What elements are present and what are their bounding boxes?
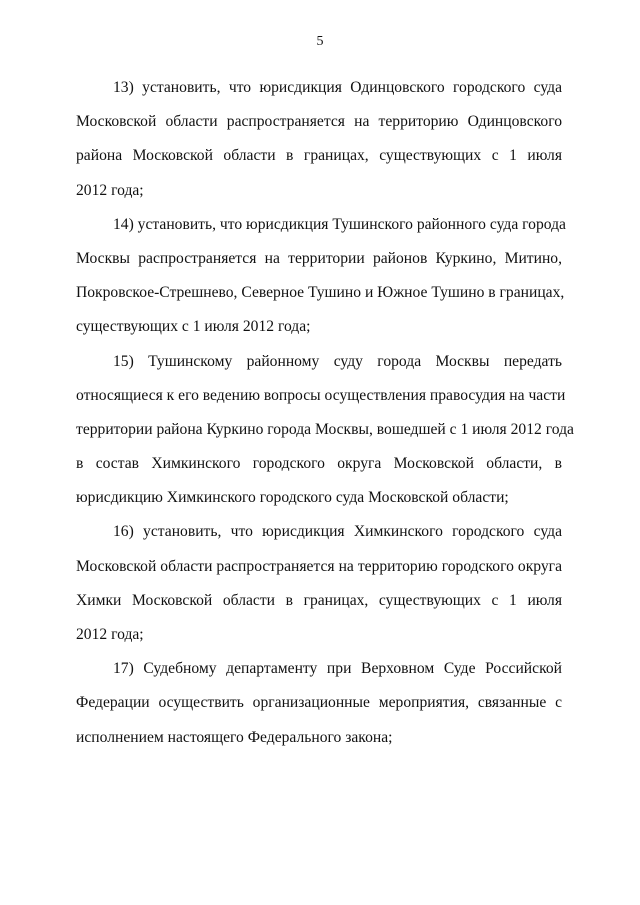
paragraph-line: территории района Куркино города Москвы, вошедшей с 1 июля 2012 года [76,420,574,438]
paragraph-line: 2012 года; [76,626,144,643]
paragraph-line: Федерации осуществить организационные мероприятия, связанные с [76,694,562,712]
paragraph-line: района Московской области в границах, существующих с 1 июля [76,147,562,165]
paragraph-line: Москвы распространяется на территории районов Куркино, Митино, [76,249,562,267]
paragraph-line: Московской области распространяется на территорию городского округа [76,557,562,575]
paragraph-line: 13) установить, что юрисдикция Одинцовского городского суда [113,79,562,96]
paragraph-line: 14) установить, что юрисдикция Тушинского районного суда города [113,215,566,233]
paragraph-line: существующих с 1 июля 2012 года; [76,318,311,336]
paragraph-15 [76,345,574,516]
document-body [76,71,574,755]
paragraph-line: исполнением настоящего Федерального закона; [76,728,393,746]
paragraph-line: в состав Химкинского городского округа Московской области, в [76,455,562,473]
paragraph-line: 17) Судебному департаменту при Верховном Суде Российской [113,660,562,678]
paragraph-line: 16) установить, что юрисдикция Химкинского городского суда [113,523,562,541]
paragraph-line: Московской области распространяется на территорию Одинцовского [76,113,562,131]
page-number: 5 [316,34,324,49]
paragraph-line: Химки Московской области в границах, существующих с 1 июля [76,591,562,609]
paragraph-13 [76,71,562,208]
paragraph-line: 15) Тушинскому районному суду города Москвы передать [113,352,562,370]
paragraph-16 [76,515,562,652]
paragraph-17 [76,652,562,755]
paragraph-line: 2012 года; [76,181,144,199]
paragraph-line: Покровское-Стрешнево, Северное Тушино и Южное Тушино в границах, [76,284,565,302]
paragraph-line: относящиеся к его ведению вопросы осуществления правосудия на части [76,386,566,404]
paragraph-line: юрисдикцию Химкинского городского суда Московской области; [76,489,509,507]
paragraph-14 [76,208,566,345]
